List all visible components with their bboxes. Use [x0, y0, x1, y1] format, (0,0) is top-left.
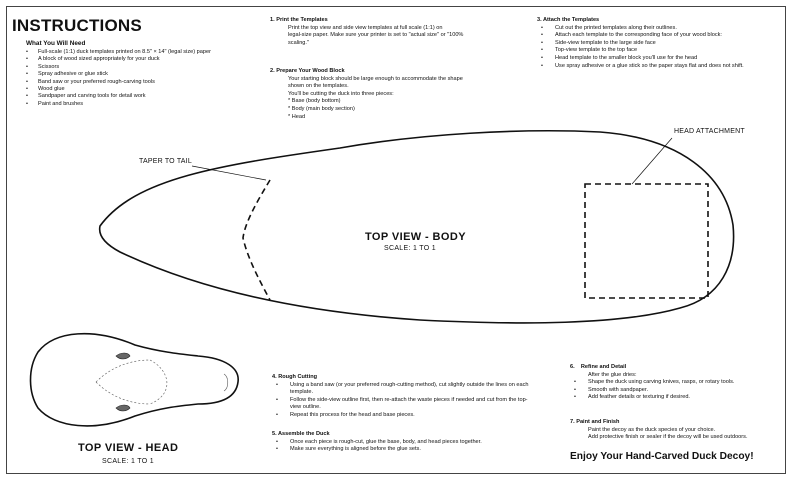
body-outline	[100, 131, 734, 323]
list-item: • Sandpaper and carving tools for detail work	[26, 93, 211, 100]
list-item: • A block of wood sized appropriately for your duck	[26, 56, 211, 63]
step-5-heading: 5. Assemble the Duck	[272, 431, 330, 437]
head-bill-tip	[224, 374, 228, 391]
step-7-line: Paint the decoy as the duck species of your choice.	[588, 426, 716, 433]
list-item: • Side-view template to the large side face	[537, 40, 782, 48]
list-item: • Smooth with sandpaper.	[570, 387, 780, 395]
list-item: • Once each piece is rough-cut, glue the base, body, and head pieces together.	[272, 439, 537, 447]
list-item: • Paint and brushes	[26, 101, 211, 108]
step-1	[270, 17, 530, 47]
body-view-title: TOP VIEW - BODY	[365, 231, 466, 243]
step-1-line: legal-size paper. Make sure your printer is set to "actual size" or "100%	[288, 32, 464, 39]
step-6	[570, 364, 780, 402]
list-item: • Make sure everything is aligned before the glue sets.	[272, 446, 537, 454]
list-item: • Shape the duck using carving knives, rasps, or rotary tools.	[570, 379, 780, 387]
list-item: • Follow the side-view outline first, then re-attach the waste pieces if needed and cut from the top-view outline.	[272, 397, 537, 412]
head-eye-top	[116, 353, 130, 359]
step-2-piece: * Head	[288, 113, 306, 120]
head-detail-right	[96, 382, 150, 404]
list-item: • Add feather details or texturing if desired.	[570, 394, 780, 402]
head-attachment-label: HEAD ATTACHMENT	[674, 128, 745, 135]
list-item: • Band saw or your preferred rough-carving tools	[26, 79, 211, 86]
list-item: • Head template to the smaller block you'll use for the head	[537, 55, 782, 63]
list-item: • Use spray adhesive or a glue stick so the paper stays flat and does not shift.	[537, 63, 782, 71]
head-detail-left	[96, 360, 150, 382]
list-item: • Full-scale (1:1) duck templates printed on 8.5" × 14" (legal size) paper	[26, 49, 211, 56]
closing-message: Enjoy Your Hand-Carved Duck Decoy!	[570, 451, 754, 462]
step-2-line: Your starting block should be large enough to accommodate the shape	[288, 75, 463, 82]
step-2-line: shown on the templates.	[288, 83, 349, 90]
head-view-scale: SCALE: 1 TO 1	[102, 458, 154, 465]
step-3	[537, 17, 782, 70]
list-item: • Repeat this process for the head and base pieces.	[272, 412, 537, 420]
step-4-heading: 4. Rough Cutting	[272, 374, 318, 380]
needs-heading: What You Will Need	[26, 40, 86, 47]
step-2-line: You'll be cutting the duck into three pieces:	[288, 90, 394, 97]
head-attach-leader	[632, 138, 672, 184]
step-7-line: Add protective finish or sealer if the decoy will be used outdoors.	[588, 434, 748, 441]
head-detail-center	[150, 360, 167, 404]
step-5	[272, 431, 537, 454]
step-2-piece: * Base (body bottom)	[288, 98, 341, 105]
step-1-line: scaling."	[288, 39, 309, 46]
taper-label: TAPER TO TAIL	[139, 158, 192, 165]
step-1-line: Print the top view and side view templates at full scale (1:1) on	[288, 24, 443, 31]
list-item: • Top-view template to the top face	[537, 47, 782, 55]
step-6-intro: After the glue dries:	[588, 371, 637, 378]
list-item: • Cut out the printed templates along their outlines.	[537, 25, 782, 33]
list-item: • Spray adhesive or glue stick	[26, 71, 211, 78]
head-outline	[31, 334, 239, 426]
taper-leader	[192, 166, 266, 180]
step-1-heading: 1. Print the Templates	[270, 17, 328, 23]
needs-list	[26, 49, 211, 108]
step-2	[270, 68, 530, 121]
list-item: • Wood glue	[26, 86, 211, 93]
step-2-piece: * Body (main body section)	[288, 105, 355, 112]
list-item: • Attach each template to the corresponding face of your wood block:	[537, 32, 782, 40]
step-6-heading: 6. Refine and Detail	[570, 364, 627, 370]
step-7	[570, 419, 785, 442]
step-7-heading: 7. Paint and Finish	[570, 419, 620, 425]
taper-line	[243, 180, 270, 300]
head-eye-bottom	[116, 405, 130, 411]
list-item: • Using a band saw (or your preferred rough-cutting method), cut slightly outside the lines on each template.	[272, 382, 537, 397]
head-attachment-box	[585, 184, 708, 298]
body-view-scale: SCALE: 1 TO 1	[384, 245, 436, 252]
page-title: INSTRUCTIONS	[12, 16, 142, 35]
step-4	[272, 374, 537, 420]
step-2-heading: 2. Prepare Your Wood Block	[270, 68, 345, 74]
list-item: • Scissors	[26, 64, 211, 71]
step-3-heading: 3. Attach the Templates	[537, 17, 600, 23]
head-view-title: TOP VIEW - HEAD	[78, 442, 179, 454]
